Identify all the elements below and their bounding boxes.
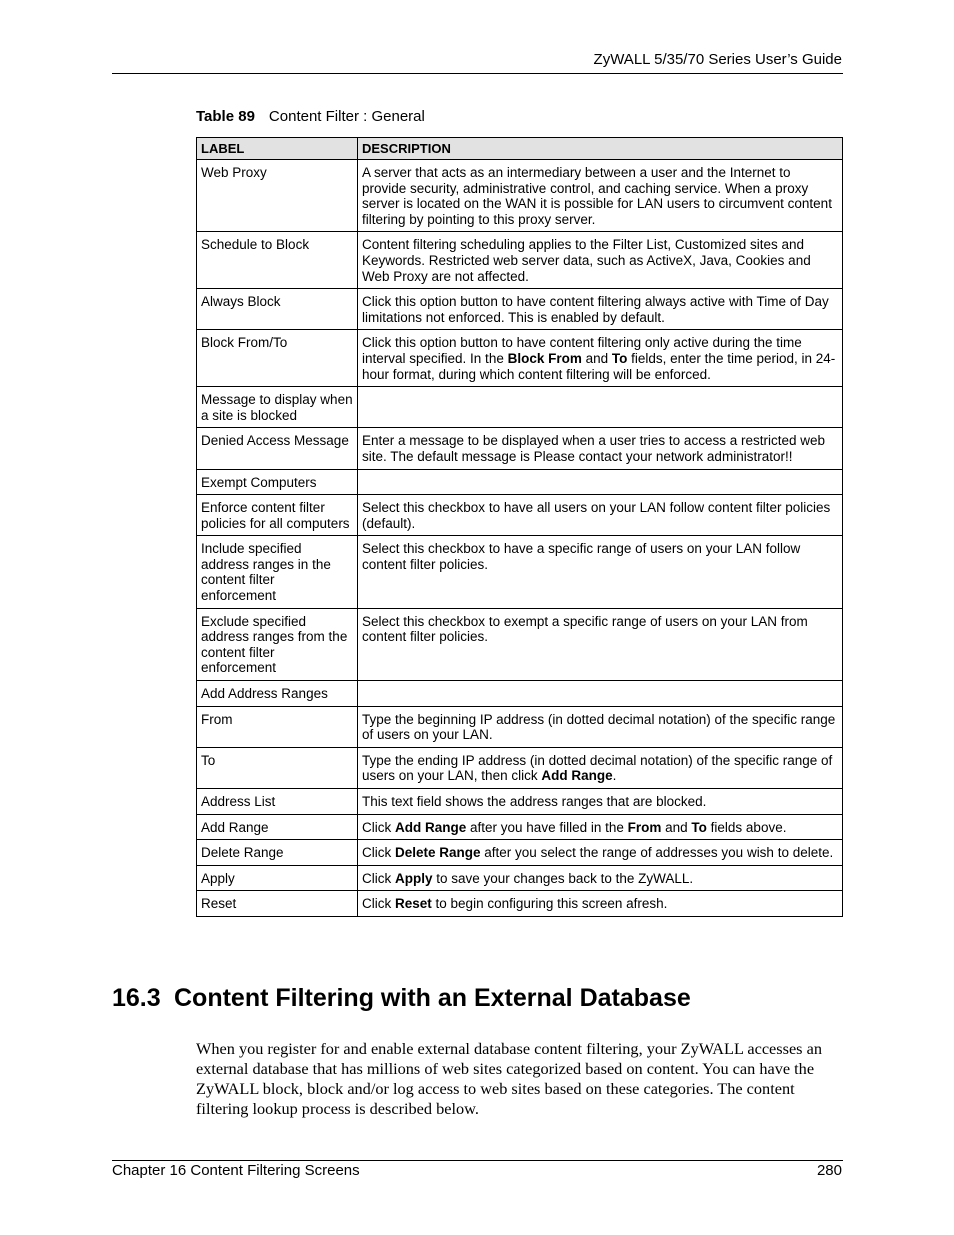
description-bold-term: Block From	[507, 350, 582, 366]
table-row	[197, 232, 843, 289]
header-description: DESCRIPTION	[358, 138, 843, 160]
description-text: Type the ending IP address (in dotted decimal notation) of the specific range of users on your LAN, then click	[362, 752, 833, 784]
table-header-row	[197, 138, 843, 160]
row-label: Exclude specified address ranges from the content filter enforcement	[197, 608, 358, 680]
description-bold-term: Reset	[395, 896, 432, 912]
table-row	[197, 387, 843, 428]
description-text: after you select the range of addresses you wish to delete.	[480, 845, 834, 861]
table-row	[197, 330, 843, 387]
guide-title: ZyWALL 5/35/70 Series User’s Guide	[593, 51, 842, 68]
row-label: Enforce content filter policies for all computers	[197, 495, 358, 536]
description-text: Click this option button to have content filtering always active with Time of Day limitations not enforced. This is enabled by default.	[362, 294, 829, 325]
row-description	[358, 747, 843, 788]
row-label: Delete Range	[197, 840, 358, 866]
section-heading	[112, 984, 691, 1013]
row-description	[358, 330, 843, 387]
description-bold-term: From	[627, 819, 662, 835]
description-text: Click this option button to have content filtering only active during the time interval specified. In the	[362, 335, 802, 366]
description-text: This text field shows the address ranges that are blocked.	[362, 794, 707, 809]
description-text: Select this checkbox to have a specific range of users on your LAN follow content filter policies.	[362, 541, 801, 572]
row-label: Denied Access Message	[197, 428, 358, 469]
section-title: Content Filtering with an External Database	[174, 984, 691, 1012]
header-rule	[112, 73, 843, 74]
row-description	[358, 469, 843, 495]
table-row	[197, 789, 843, 815]
row-description	[358, 495, 843, 536]
header-label: LABEL	[197, 138, 358, 160]
row-description	[358, 814, 843, 840]
row-label: Address List	[197, 789, 358, 815]
row-label: Message to display when a site is blocked	[197, 387, 358, 428]
row-description	[358, 428, 843, 469]
description-text: Click	[362, 896, 395, 912]
row-description	[358, 681, 843, 707]
table-row	[197, 706, 843, 747]
description-text: to begin configuring this screen afresh.	[431, 896, 668, 912]
table-row	[197, 681, 843, 707]
body-paragraph: When you register for and enable external database content filtering, your ZyWALL accesses an external database that has millions of web sites categorized based on content. You can have the ZyWALL block, block and/or log access to web sites based on these categories. The content filtering lookup process is described below.	[196, 1039, 822, 1118]
description-text: Enter a message to be displayed when a user tries to access a restricted web site. The default message is Please contact your network administrator!!	[362, 433, 825, 464]
row-description	[358, 608, 843, 680]
table-caption-number: Table 89	[196, 108, 255, 125]
row-description	[358, 706, 843, 747]
table-body	[197, 160, 843, 917]
section-number: 16.3	[112, 984, 161, 1012]
row-description	[358, 387, 843, 428]
row-label: Add Address Ranges	[197, 681, 358, 707]
description-text: after you have filled in the	[466, 819, 628, 835]
row-description	[358, 289, 843, 330]
row-description	[358, 536, 843, 608]
table-row	[197, 608, 843, 680]
table-row	[197, 428, 843, 469]
description-text: A server that acts as an intermediary between a user and the Internet to provide security, administrative control, and caching service. When a proxy server is located on the WAN it is possible for LAN users to circumvent content filtering by pointing to this proxy server.	[362, 165, 832, 227]
row-label: Apply	[197, 865, 358, 891]
table-row	[197, 289, 843, 330]
description-text: and	[581, 350, 612, 366]
description-text: Click	[362, 870, 395, 886]
description-bold-term: To	[691, 819, 707, 835]
description-text: fields above.	[706, 819, 787, 835]
description-text: Content filtering scheduling applies to the Filter List, Customized sites and Keywords. Restricted web server data, such as ActiveX, Java, Cookies and Web Proxy are not affected.	[362, 237, 811, 284]
table-row	[197, 495, 843, 536]
row-label: Block From/To	[197, 330, 358, 387]
table-caption-title: Content Filter : General	[268, 108, 425, 125]
row-label: Add Range	[197, 814, 358, 840]
table-row	[197, 469, 843, 495]
description-text: and	[661, 819, 692, 835]
table-row	[197, 814, 843, 840]
description-text: fields, enter the time period, in 24-hour format, during which content filtering will be enforced.	[362, 350, 836, 382]
description-bold-term: Delete Range	[395, 845, 481, 861]
row-description	[358, 232, 843, 289]
row-description	[358, 840, 843, 866]
row-label: Reset	[197, 891, 358, 917]
description-bold-term: Add Range	[541, 768, 613, 784]
row-label: To	[197, 747, 358, 788]
description-text: Click	[362, 845, 395, 861]
content-filter-general-table	[196, 137, 843, 917]
table-row	[197, 840, 843, 866]
description-bold-term: Apply	[395, 870, 433, 886]
row-label: Include specified address ranges in the content filter enforcement	[197, 536, 358, 608]
footer-page-number: 280	[816, 1162, 842, 1179]
row-label: Always Block	[197, 289, 358, 330]
description-bold-term: Add Range	[395, 819, 467, 835]
description-text: Select this checkbox to exempt a specific range of users on your LAN from content filter policies.	[362, 613, 808, 645]
row-description	[358, 160, 843, 232]
footer-rule	[112, 1160, 843, 1161]
row-label: Schedule to Block	[197, 232, 358, 289]
row-description	[358, 865, 843, 891]
row-label: From	[197, 706, 358, 747]
row-description	[358, 789, 843, 815]
row-label: Exempt Computers	[197, 469, 358, 495]
table-row	[197, 536, 843, 608]
table-row	[197, 160, 843, 232]
description-text: Type the beginning IP address (in dotted decimal notation) of the specific range of users on your LAN.	[362, 711, 836, 743]
footer-chapter: Chapter 16 Content Filtering Screens	[112, 1162, 360, 1179]
table-row	[197, 891, 843, 917]
row-label: Web Proxy	[197, 160, 358, 232]
row-description	[358, 891, 843, 917]
table-row	[197, 747, 843, 788]
description-text: .	[612, 768, 617, 784]
description-text: to save your changes back to the ZyWALL.	[432, 870, 694, 886]
description-text: Select this checkbox to have all users on your LAN follow content filter policies (default).	[362, 500, 831, 531]
description-text: Click	[362, 819, 395, 835]
table-row	[197, 865, 843, 891]
description-bold-term: To	[611, 350, 628, 366]
table-caption	[196, 108, 425, 125]
